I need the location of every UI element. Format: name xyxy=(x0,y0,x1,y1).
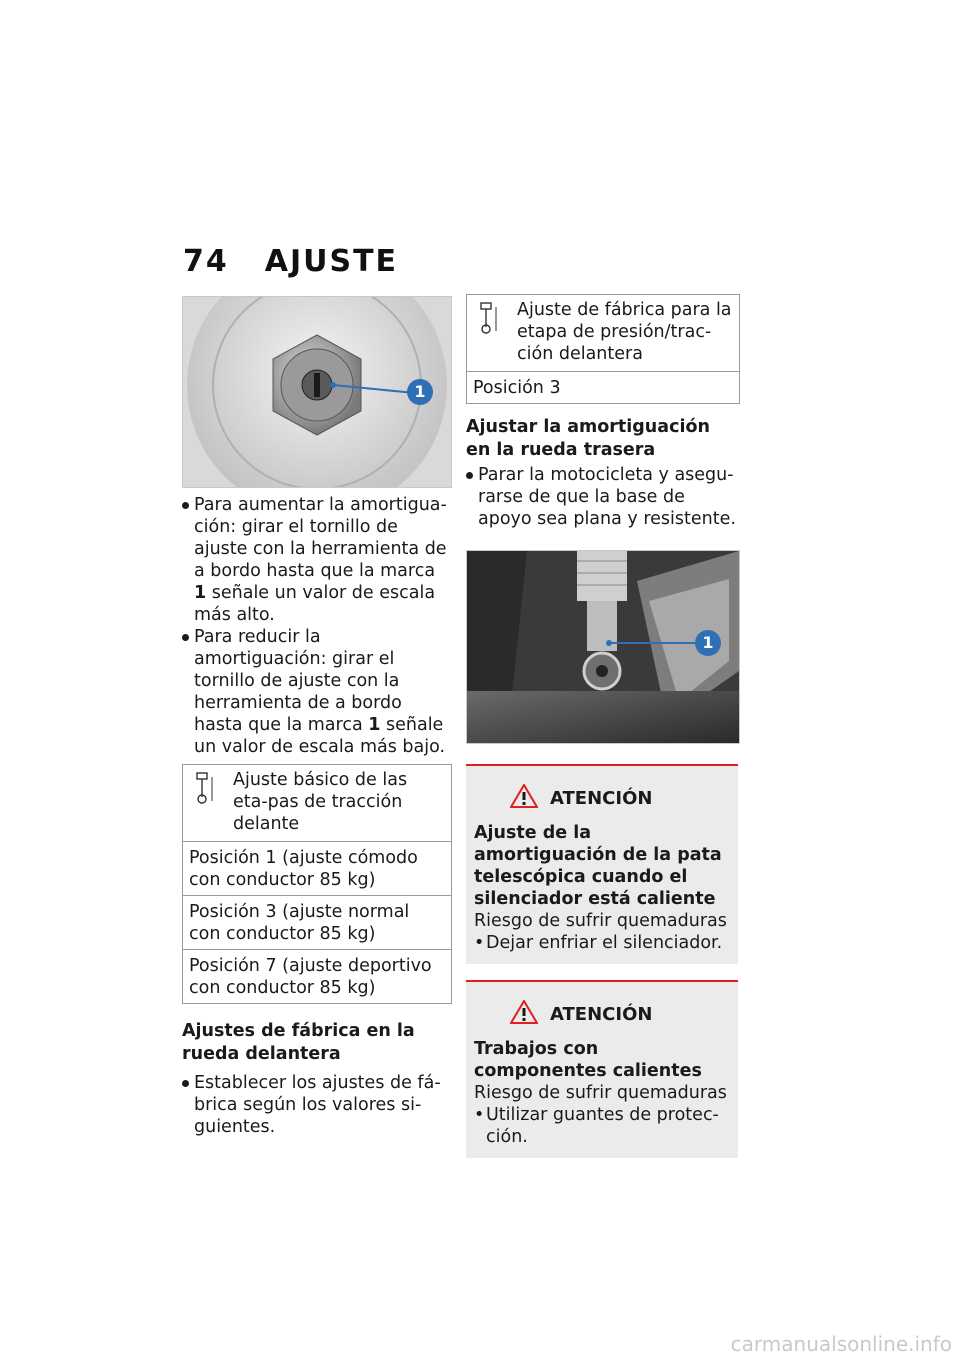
section-title: Ajustes de fábrica en la rueda delantera xyxy=(182,1021,415,1064)
list-item: Parar la motocicleta y asegu-rarse de que la base de apoyo sea plana y resistente. xyxy=(466,464,738,530)
warning-subtitle: Ajuste de la amortiguación de la pata telescópica cuando el silenciador está caliente xyxy=(474,823,722,909)
warning-action: • Dejar enfriar el silenciador. xyxy=(474,932,730,954)
list-item: Para reducir la amortiguación: girar el tornillo de ajuste con la herramienta de a bordo hasta que la marca 1 señale un valor de escala más bajo. xyxy=(182,626,450,758)
warning-subtitle: Trabajos con componentes calientes xyxy=(474,1039,702,1081)
list-item: Para aumentar la amortigua-ción: girar el tornillo de ajuste con la herramienta de a bordo hasta que la marca 1 señale un valor de escala más alto. xyxy=(182,494,450,626)
warning-triangle-icon xyxy=(510,784,538,814)
warning-box xyxy=(466,980,738,1158)
factory-setting-table xyxy=(466,294,740,404)
table-header: Ajuste de fábrica para la etapa de presión/trac-ción delantera xyxy=(467,295,739,372)
left-column xyxy=(182,296,450,1138)
page-header xyxy=(183,244,398,279)
warning-risk: Riesgo de sufrir quemaduras xyxy=(474,911,727,931)
warning-risk: Riesgo de sufrir quemaduras xyxy=(474,1083,727,1103)
right-column xyxy=(466,294,738,1158)
rear-damper-figure xyxy=(466,550,740,744)
onboard-tool-icon xyxy=(479,301,501,341)
factory-bullets xyxy=(182,1072,450,1138)
section-title: Ajustar la amortiguación en la rueda trasera xyxy=(466,417,710,460)
warning-header xyxy=(510,1000,730,1030)
chapter-title: AJUSTE xyxy=(264,244,399,279)
table-row: Posición 3 xyxy=(473,378,561,398)
list-item: Establecer los ajustes de fá-brica según los valores si-guientes. xyxy=(182,1072,450,1138)
warning-title: ATENCIÓN xyxy=(550,788,653,809)
page-number: 74 xyxy=(183,244,229,279)
table-row: Posición 1 (ajuste cómodo con conductor 85 kg) xyxy=(183,842,451,896)
front-damper-figure xyxy=(182,296,452,488)
warning-title: ATENCIÓN xyxy=(550,1004,653,1025)
table-row: Posición 3 (ajuste normal con conductor 85 kg) xyxy=(183,896,451,950)
rear-bullets xyxy=(466,464,738,530)
onboard-tool-icon xyxy=(195,771,217,811)
table-header: Ajuste básico de las eta-pas de tracción delante xyxy=(183,765,451,842)
table-row: Posición 7 (ajuste deportivo con conductor 85 kg) xyxy=(189,956,432,998)
callout-badge: 1 xyxy=(695,630,721,656)
watermark: carmanualsonline.info xyxy=(730,1332,952,1356)
adjust-bullets xyxy=(182,494,450,758)
callout-badge: 1 xyxy=(407,379,433,405)
warning-header xyxy=(510,784,730,814)
warning-box xyxy=(466,764,738,964)
warning-triangle-icon xyxy=(510,1000,538,1030)
warning-action: • Utilizar guantes de protec-ción. xyxy=(474,1104,730,1148)
basic-setting-table xyxy=(182,764,452,1004)
